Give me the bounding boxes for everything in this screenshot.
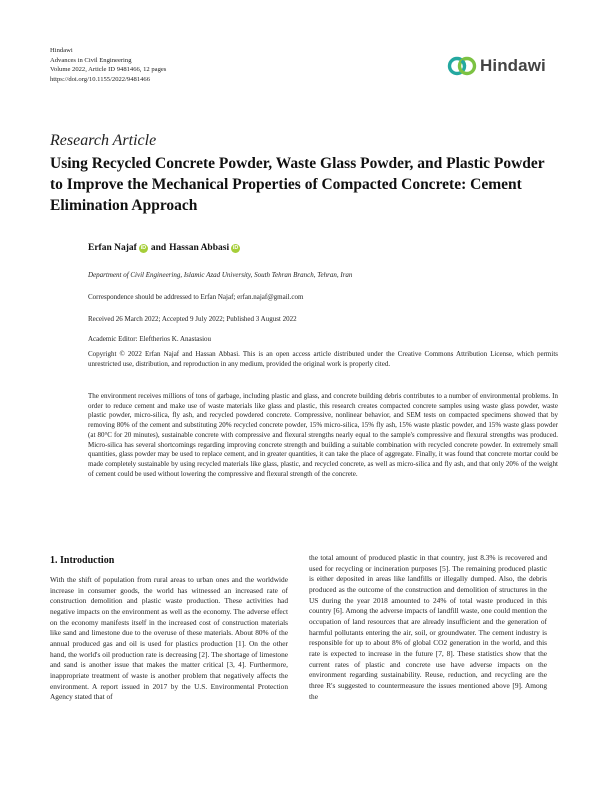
journal-name: Advances in Civil Engineering [50,56,132,64]
body-column-left [50,575,288,703]
orcid-icon[interactable]: iD [232,244,239,251]
volume-line: Volume 2022, Article ID 9481466, 12 pages [50,66,167,74]
author-list [88,243,243,253]
body-column-right [309,553,547,702]
author-connector: and [150,243,167,253]
academic-editor: Academic Editor: Eleftherios K. Anastasiou [88,335,212,343]
author-name[interactable]: Erfan Najaf [88,243,137,253]
affiliation: Department of Civil Engineering, Islamic Azad University, South Tehran Branch, Tehran, Iran [88,271,353,279]
author-name[interactable]: Hassan Abbasi [169,243,230,253]
correspondence: Correspondence should be addressed to Erfan Najaf; erfan.najaf@gmail.com [88,293,304,301]
article-title: Using Recycled Concrete Powder, Waste Glass Powder, and Plastic Powder to Improve the Mechanical Properties of Compacted Concrete: Cement Elimination Approach [50,155,545,214]
hindawi-rings-icon [447,51,477,81]
publisher-name: Hindawi [50,47,73,54]
journal-info [50,46,166,84]
paragraph: With the shift of population from rural areas to urban ones and the worldwide increase in consumer goods, the world has witnessed an increased rate of construction demolition and plastic waste production. These activities had negative impacts on the environment as well as the economy. The adverse effect on the economy manifests itself in the increased cost of construction materials like sand and limestone due to the overuse of these materials. About 80% of the annual produced gas and oil is used for plastics production [1]. On the other hand, the world's oil production rate is decreasing [2]. The shortage of limestone and sand is another issue that makes the matter critical [3, 4]. Furthermore, inappropriate treatment of waste is another problem that negatively affects the environment. A report issued in 2017 by the U.S. Environmental Protection Agency stated that of [50,575,288,702]
paragraph: the total amount of produced plastic in that country, just 8.3% is recovered and used for recycling or incineration purposes [5]. The remaining produced plastic is either deposited in areas like landfills or illegally dumped. Also, the debris produced as the outcome of the construction and demolition of structures in the US during the year 2018 amounted to 24% of total waste produced in this country [6]. Among the adverse impacts of landfill waste, one could mention the occupation of land resources that are already insufficient and the generation of harmful pollutants entering the air, soil, or groundwater. The cement industry is responsible for up to about 8% of global CO2 generation in the world, and this rate is expected to increase in the future [7, 8]. These statistics show that the current rates of plastic and concrete use have adverse impacts on the environment regarding sustainability. Reuse, reduction, and recycling are the three R's suggested to countermeasure the issues mentioned above [9]. Among the [309,553,547,701]
copyright-notice: Copyright © 2022 Erfan Najaf and Hassan Abbasi. This is an open access article distributed under the Creative Commons Attribution License, which permits unrestricted use, distribution, and reproduction in any medium, provided the original work is properly cited. [88,350,558,368]
logo-text: Hindawi [480,56,546,75]
article-type: Research Article [50,132,157,149]
orcid-icon[interactable]: iD [140,244,147,251]
abstract: The environment receives millions of tons of garbage, including plastic and glass, and concrete building debris contributes to a number of environmental problems. In order to reduce cement and make use of waste materials like glass and plastic, this research creates compacted concrete samples using waste glass powder, waste plastic powder, micro-silica, fly ash, and recycled powdered concrete. Compressive, nonlinear behavior, and SEM tests on compacted specimens showed that by removing 80% of the cement and substituting 20% recycled concrete powder, 15% micro-silica, 15% fly ash, 15% waste plastic powder, and 15% waste glass powder (at 80°C for 20 minutes), sustainable concrete with compressive and flexural strengths nearly equal to the sample's compressive and flexural strengths was produced. Micro-silica has several shortcomings regarding improving concrete strength and building a suitable combination with recycled concrete powder. In extremely small quantities, glass powder may be used to replace cement, and in greater quantities, it can take the place of aggregate. Finally, it was found that concrete mortar could be made completely sustainable by using recycled materials like glass, plastic, and recycled concrete, as well as micro-silica and fly ash, and that only 20% of the weight of cement could be used without lowering the compressive and flexural strength of the concrete. [88,392,558,478]
publication-dates: Received 26 March 2022; Accepted 9 July 2022; Published 3 August 2022 [88,315,297,323]
hindawi-logo[interactable] [447,46,557,86]
doi-link[interactable]: https://doi.org/10.1155/2022/9481466 [50,75,151,83]
section-heading: 1. Introduction [50,555,115,566]
